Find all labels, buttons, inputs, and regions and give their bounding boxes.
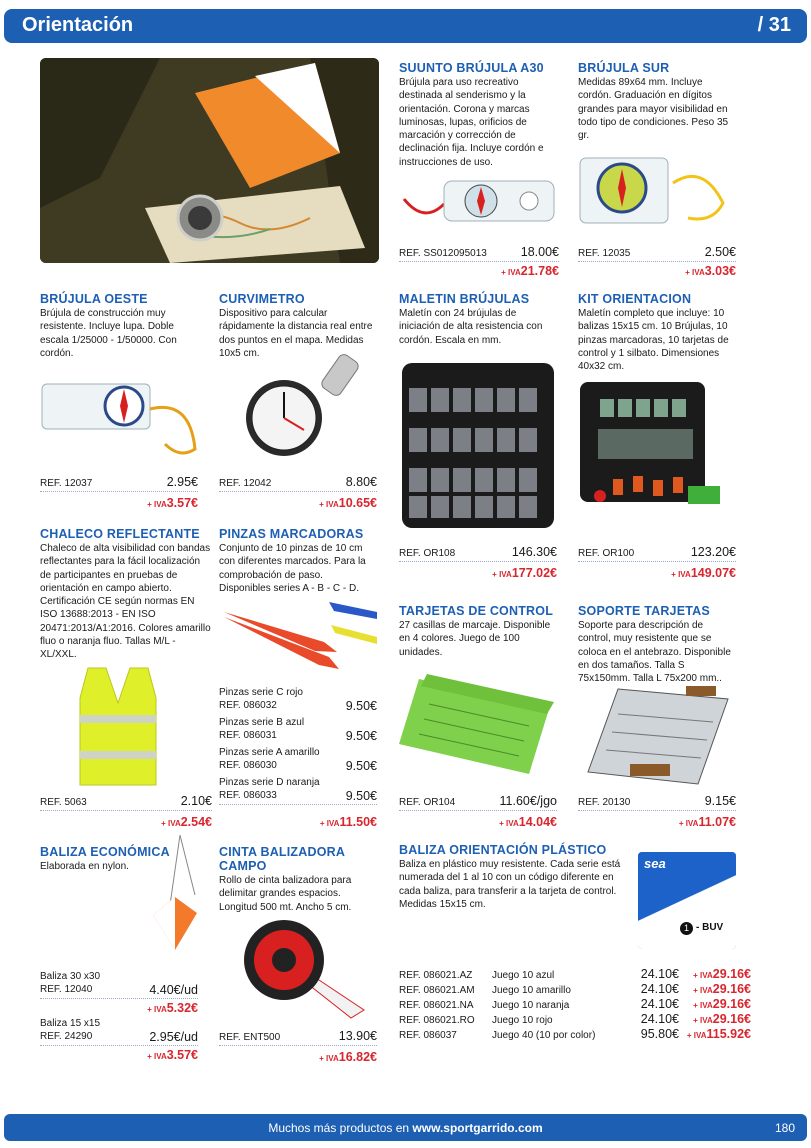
price-with-iva: + IVA16.82€ xyxy=(319,1050,377,1064)
product-description: Brújula para uso recreativo destinada al senderismo y la orientación. Corona y marcas luminosas, lupas, orificios de marcación y corrección de declinación fija. Incluye cordón e instrucciones de uso. xyxy=(399,77,544,168)
price-with-iva: + IVA149.07€ xyxy=(671,566,736,580)
variant-a xyxy=(219,747,377,772)
product-title: BALIZA ECONÓMICA xyxy=(40,845,170,859)
price-with-iva: + IVA11.07€ xyxy=(678,815,736,829)
price-row xyxy=(578,245,736,262)
product-description: Baliza en plástico muy resistente. Cada serie está numerada del 1 al 10 con un código diferente en cada baliza, para transferir a la tarjeta de control. Medidas 15x15 cm. xyxy=(399,859,621,910)
product-ref: REF. OR108 xyxy=(399,548,456,559)
baliza-plastico-table xyxy=(399,967,751,1042)
footer-page-number: 180 xyxy=(774,1121,795,1135)
compass-image xyxy=(578,153,736,233)
product-price: 11.60€/jgo xyxy=(499,794,557,808)
product-price: 2.50€ xyxy=(704,245,736,259)
table-row: REF. 086021.AM Juego 10 amarillo 24.10€ + IVA29.16€ xyxy=(399,982,751,996)
variant-name: Pinzas serie A amarillo xyxy=(219,747,320,758)
section-page-number: / 31 xyxy=(757,14,791,36)
table-row: REF. 086037 Juego 40 (10 por color) 95.80€ + IVA115.92€ xyxy=(399,1027,751,1041)
product-description: Chaleco de alta visibilidad con bandas reflectantes para la fácil localización de participantes en pruebas de orientación en campo abierto. Certificación CE según normas EN ISO 13688:2013 - EN ISO 20471:2013/A1:2016. Colores amarillo fluo o naranja fluo. Tallas M/L - XL/XXL. xyxy=(40,543,211,661)
kit-image xyxy=(578,374,736,534)
price-with-iva: + IVA177.02€ xyxy=(492,566,557,580)
page-header xyxy=(4,9,807,43)
section-title: Orientación xyxy=(22,14,134,36)
product-title: BALIZA ORIENTACIÓN PLÁSTICO xyxy=(399,843,607,857)
variant-ref: REF. 086031 xyxy=(219,729,277,741)
badge-number: 1 xyxy=(680,922,693,935)
price-with-iva: + IVA10.65€ xyxy=(319,496,377,510)
product-price: 2.10€ xyxy=(180,794,212,808)
variant-iva: + IVA5.32€ xyxy=(147,1001,198,1015)
variant-price: 9.50€ xyxy=(345,698,377,713)
price-row xyxy=(578,794,736,811)
variant-name: Pinzas serie C rojo xyxy=(219,687,303,698)
product-price: 18.00€ xyxy=(520,245,559,259)
footer-text: Muchos más productos en www.sportgarrido.com xyxy=(268,1121,543,1135)
product-tarjetas-control xyxy=(399,604,557,832)
product-pinzas-marcadoras xyxy=(219,527,377,832)
product-title: SOPORTE TARJETAS xyxy=(578,604,710,618)
pinzas-variants xyxy=(219,687,377,805)
product-title: MALETIN BRÚJULAS xyxy=(399,292,530,306)
variant-ref: REF. 086030 xyxy=(219,759,277,771)
baliza-variant-30 xyxy=(40,971,198,1015)
price-row xyxy=(219,1029,377,1046)
price-with-iva: + IVA2.54€ xyxy=(161,815,212,829)
product-ref: REF. 12042 xyxy=(219,478,272,489)
briefcase-image xyxy=(399,358,557,533)
price-with-iva: + IVA21.78€ xyxy=(501,264,559,278)
product-title: SUUNTO BRÚJULA A30 xyxy=(399,61,544,75)
variant-b xyxy=(219,717,377,742)
table-row: REF. 086021.AZ Juego 10 azul 24.10€ + IVA29.16€ xyxy=(399,967,751,981)
compass-image xyxy=(399,169,559,239)
product-kit-orientacion xyxy=(578,292,736,587)
product-description: Rollo de cinta balizadora para delimitar grandes espacios. Longitud 500 mt. Ancho 5 cm. xyxy=(219,875,352,913)
product-price: 13.90€ xyxy=(338,1029,377,1043)
product-price: 123.20€ xyxy=(690,545,736,559)
variant-name: Baliza 15 x15 xyxy=(40,1018,101,1029)
product-ref: REF. 12037 xyxy=(40,478,93,489)
price-with-iva: + IVA14.04€ xyxy=(499,815,557,829)
variant-iva: + IVA3.57€ xyxy=(147,1048,198,1062)
product-ref: REF. 20130 xyxy=(578,797,631,808)
footer-url[interactable]: www.sportgarrido.com xyxy=(412,1121,543,1135)
product-description: Soporte para descripción de control, muy resistente que se coloca en el antebrazo. Disponible en dos tamaños. Talla S 75x150mm. Talla L 75x200 mm.. xyxy=(578,620,731,685)
price-row xyxy=(578,545,736,562)
pliers-image xyxy=(219,597,379,677)
product-description: Maletín completo que incluye: 10 balizas 15x15 cm. 10 Brújulas, 10 pinzas marcadoras, 10 tarjetas de control y 1 silbato. Dimensiones 40x32 cm. xyxy=(578,308,729,373)
badge-code: - BUV xyxy=(696,922,724,933)
variant-name: Pinzas serie D naranja xyxy=(219,777,320,788)
variant-name: Pinzas serie B azul xyxy=(219,717,305,728)
product-title: CURVIMETRO xyxy=(219,292,305,306)
price-row xyxy=(40,475,198,492)
product-chaleco-reflectante xyxy=(40,527,212,832)
hero-photo xyxy=(40,58,379,263)
product-brujula-sur xyxy=(578,61,736,281)
variant-ref: REF. 086032 xyxy=(219,699,277,711)
tape-image xyxy=(239,915,369,1020)
flag-image xyxy=(135,835,205,960)
product-baliza-plastico xyxy=(399,843,634,943)
price-with-iva: + IVA3.03€ xyxy=(685,264,736,278)
variant-price: 9.50€ xyxy=(345,758,377,773)
product-price: 9.15€ xyxy=(704,794,736,808)
product-baliza-economica xyxy=(40,845,198,1067)
product-title: BRÚJULA OESTE xyxy=(40,292,148,306)
variant-ref: REF. 12040 xyxy=(40,983,93,995)
product-suunto-brujula xyxy=(399,61,559,281)
product-ref: REF. 5063 xyxy=(40,797,87,808)
price-row xyxy=(219,475,377,492)
variant-price: 4.40€/ud xyxy=(149,982,198,997)
product-maletin-brujulas xyxy=(399,292,557,587)
product-description: 27 casillas de marcaje. Disponible en 4 colores. Juego de 100 unidades. xyxy=(399,620,551,658)
variant-name: Baliza 30 x30 xyxy=(40,971,101,982)
variant-ref: REF. 24290 xyxy=(40,1030,93,1042)
table-row: REF. 086021.RO Juego 10 rojo 24.10€ + IVA29.16€ xyxy=(399,1012,751,1026)
product-title: CINTA BALIZADORA CAMPO xyxy=(219,845,345,873)
product-description: Conjunto de 10 pinzas de 10 cm con diferentes marcados. Para la comprobación de paso. Disponibles series A - B - C - D. xyxy=(219,543,366,594)
price-row xyxy=(399,245,559,262)
product-description: Medidas 89x64 mm. Incluye cordón. Graduación en dígitos grandes para mayor visibilidad en todo tipo de condiciones. Peso 35 gr. xyxy=(578,77,729,142)
product-brujula-oeste xyxy=(40,292,198,512)
variant-ref: REF. 086033 xyxy=(219,789,277,801)
page-footer xyxy=(4,1114,807,1141)
variant-d xyxy=(219,777,377,805)
product-price: 146.30€ xyxy=(511,545,557,559)
product-title: BRÚJULA SUR xyxy=(578,61,670,75)
table-row: REF. 086021.NA Juego 10 naranja 24.10€ + IVA29.16€ xyxy=(399,997,751,1011)
product-ref: REF. ENT500 xyxy=(219,1032,281,1043)
product-description: Brújula de construcción muy resistente. Incluye lupa. Doble escala 1/25000 - 1/50000. Con cordón. xyxy=(40,308,177,359)
product-description: Elaborada en nylon. xyxy=(40,861,129,872)
product-description: Maletín con 24 brújulas de iniciación de alta resistencia con cordón. Escala en mm. xyxy=(399,308,543,346)
product-title: CHALECO REFLECTANTE xyxy=(40,527,200,541)
price-with-iva: + IVA11.50€ xyxy=(319,815,377,829)
product-ref: REF. OR100 xyxy=(578,548,635,559)
variant-price: 9.50€ xyxy=(345,788,377,803)
product-price: 8.80€ xyxy=(345,475,377,489)
product-title: PINZAS MARCADORAS xyxy=(219,527,364,541)
product-title: KIT ORIENTACION xyxy=(578,292,692,306)
baliza-plastico-image xyxy=(638,852,736,949)
curvimeter-image xyxy=(229,350,379,465)
price-row xyxy=(399,545,557,562)
product-cinta-balizadora xyxy=(219,845,377,1067)
variant-price: 9.50€ xyxy=(345,728,377,743)
product-ref: REF. SS012095013 xyxy=(399,248,487,259)
product-soporte-tarjetas xyxy=(578,604,736,832)
price-with-iva: + IVA3.57€ xyxy=(147,496,198,510)
brand-logo: sea xyxy=(644,856,666,871)
product-description: Dispositivo para calcular rápidamente la distancia real entre dos puntos en el mapa. Medidas 10x5 cm. xyxy=(219,308,373,359)
variant-c xyxy=(219,687,377,712)
product-ref: REF. 12035 xyxy=(578,248,631,259)
cards-image xyxy=(399,674,559,784)
variant-price: 2.95€/ud xyxy=(149,1029,198,1044)
card-holder-image xyxy=(578,684,738,794)
baliza-variant-15 xyxy=(40,1018,198,1062)
product-price: 2.95€ xyxy=(166,475,198,489)
price-row xyxy=(40,794,212,811)
vest-image xyxy=(78,663,158,789)
product-curvimetro xyxy=(219,292,377,512)
price-row xyxy=(399,794,557,811)
product-title: TARJETAS DE CONTROL xyxy=(399,604,554,618)
product-ref: REF. OR104 xyxy=(399,797,456,808)
compass-image xyxy=(40,374,210,464)
